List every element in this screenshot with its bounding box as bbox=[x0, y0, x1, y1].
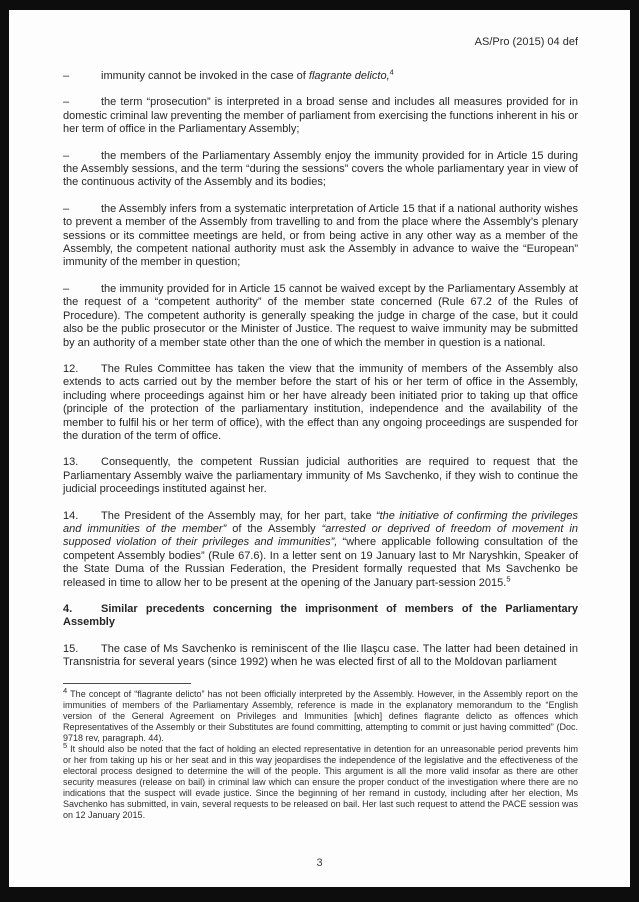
footnote-4 bbox=[63, 685, 578, 744]
bullet-item-prosecution-term bbox=[63, 96, 578, 136]
bullet-item-flagrante-delicto bbox=[63, 67, 578, 83]
paragraph-text: “where applicable following consultation of the competent Assembly bodies” (Rule 67.6). In a letter sent on 19 January last to Mr Naryshkin, Speaker of the State Duma of the Russian Federation, the President formally requested that Ms Savchenko be released in time to allow her to be present at the opening of the January part-session 2015. bbox=[63, 536, 578, 589]
heading-number: 4. bbox=[63, 603, 73, 615]
bullet-text: the term “prosecution” is interpreted in a broad sense and includes all measures provided for in domestic criminal law preventing the member of parliament from exercising the functions inherent in his or her term of office in the Parliamentary Assembly; bbox=[63, 96, 578, 136]
footnote-reference-4: 4 bbox=[389, 67, 394, 77]
paragraph-number: 13. bbox=[63, 456, 79, 469]
bullet-text: the immunity provided for in Article 15 cannot be waived except by the Parliamentary Assembly at the request of a “competent authority” of the member state concerned (Rule 67.2 of the Rules of Procedure). The competent authority is generally speaking the judge in charge of the case, but it could also be the public prosecutor or the Minister of Justice. The request to waive immunity may be submitted by an authority of a member state other than the one of which the member in question is a national. bbox=[63, 282, 578, 349]
footnote-separator bbox=[63, 683, 191, 684]
footnote-marker-5: 5 bbox=[63, 740, 68, 750]
document-body bbox=[63, 67, 578, 821]
paragraph-14 bbox=[63, 510, 578, 590]
footnote-marker-4: 4 bbox=[63, 685, 68, 695]
bullet-text: the Assembly infers from a systematic interpretation of Article 15 that if a national authority wishes to prevent a member of the Assembly from travelling to and from the place where the Assembly’s plenary sessions or its committee meetings are held, or from being active in any other way as a member of the Assembly, the competent national authority must ask the Assembly in advance to waive the “European” immunity of the member in question; bbox=[63, 202, 578, 269]
bullet-dash: – bbox=[63, 96, 70, 109]
paragraph-number: 12. bbox=[63, 362, 79, 375]
bullet-dash: – bbox=[63, 202, 70, 215]
footnote-5 bbox=[63, 740, 578, 821]
paragraph-12 bbox=[63, 363, 578, 443]
paragraph-number: 15. bbox=[63, 642, 79, 655]
paragraph-13 bbox=[63, 456, 578, 496]
bullet-text: the members of the Parliamentary Assembly enjoy the immunity provided for in Article 15 during the Assembly sessions, and the term “during the sessions” covers the whole parliamentary year in view of the continuous activity of the Assembly and its bodies; bbox=[63, 149, 578, 189]
footnote-reference-5: 5 bbox=[506, 573, 511, 583]
paragraph-text: The President of the Assembly may, for her part, take bbox=[101, 509, 376, 522]
document-page bbox=[9, 10, 630, 887]
footnote-text: It should also be noted that the fact of holding an elected representative in detention for an unreasonable period prevents him or her from taking up his or her seat and in this way jeopardises the independence of the legislative and the effectiveness of the electoral process designed to determine the will of the people. This argument is all the more valid insofar as there are other security measures (release on bail) in criminal law which can ensure the proper conduct of the investigation where there are no indications that the suspect will evade justice. Since the beginning of her remand in custody, including after her election, Ms Savchenko has submitted, in vain, several requests to be released on bail. Her last such request to attend the PACE session was on 12 January 2015. bbox=[63, 743, 578, 820]
document-reference: AS/Pro (2015) 04 def bbox=[474, 36, 578, 48]
paragraph-text: The case of Ms Savchenko is reminiscent of the Ilie Ilaşcu case. The latter had been detained in Transnistria for several years (since 1992) when he was elected first of all to the Moldovan parliament bbox=[63, 642, 578, 669]
paragraph-number: 14. bbox=[63, 509, 79, 522]
bullet-item-systematic-interpretation bbox=[63, 203, 578, 270]
bullet-dash: – bbox=[63, 282, 70, 295]
paragraph-15 bbox=[63, 643, 578, 670]
paragraph-text-italic: “the initiative of confirming the privileges and immunities of the member” bbox=[63, 509, 578, 535]
heading-text: Similar precedents concerning the imprisonment of members of the Parliamentary Assembly bbox=[63, 603, 578, 629]
paragraph-text: Consequently, the competent Russian judicial authorities are required to request that the Parliamentary Assembly waive the parliamentary immunity of Ms Savchenko, if they wish to continue the judicial proceedings instituted against her. bbox=[63, 456, 578, 496]
page-number: 3 bbox=[316, 857, 323, 869]
bullet-item-article15-immunity bbox=[63, 150, 578, 190]
bullet-dash: – bbox=[63, 70, 70, 82]
bullet-text-italic: flagrante delicto, bbox=[308, 70, 390, 82]
bullet-item-waiver-competent-authority bbox=[63, 283, 578, 350]
bullet-text: immunity cannot be invoked in the case of bbox=[101, 70, 309, 82]
section-heading-4 bbox=[63, 603, 578, 630]
paragraph-text: The Rules Committee has taken the view that the immunity of members of the Assembly also extends to acts carried out by the member before the start of his or her term of office in the Assembly, including where proceedings against him or her have already been initiated prior to taking up that office (principle of the protection of the parliamentary institution, independence and the availability of the member to fulfil his or her term of office), with the effect than any ongoing proceedings are suspended for the duration of the term of office. bbox=[63, 362, 578, 442]
footnotes-section bbox=[63, 683, 578, 821]
bullet-dash: – bbox=[63, 149, 70, 162]
paragraph-text-italic: “arrested or deprived of freedom of movement in supposed violation of their privileges and immunities”, bbox=[63, 522, 578, 549]
footnote-text: The concept of “flagrante delicto” has not been officially interpreted by the Assembly. However, in the Assembly report on the immunities of members of the Parliamentary Assembly, reference is made in the explanatory memorandum to the “English version of the General Agreement on Privileges and Immunities [which] defines flagrante delicto as offences which Representatives of the Assembly or their Substitutes are found committing, attempting to commit or just having committed” (Doc. 9718 rev, paragraph. 44). bbox=[63, 688, 578, 743]
paragraph-text: of the Assembly bbox=[226, 522, 322, 535]
